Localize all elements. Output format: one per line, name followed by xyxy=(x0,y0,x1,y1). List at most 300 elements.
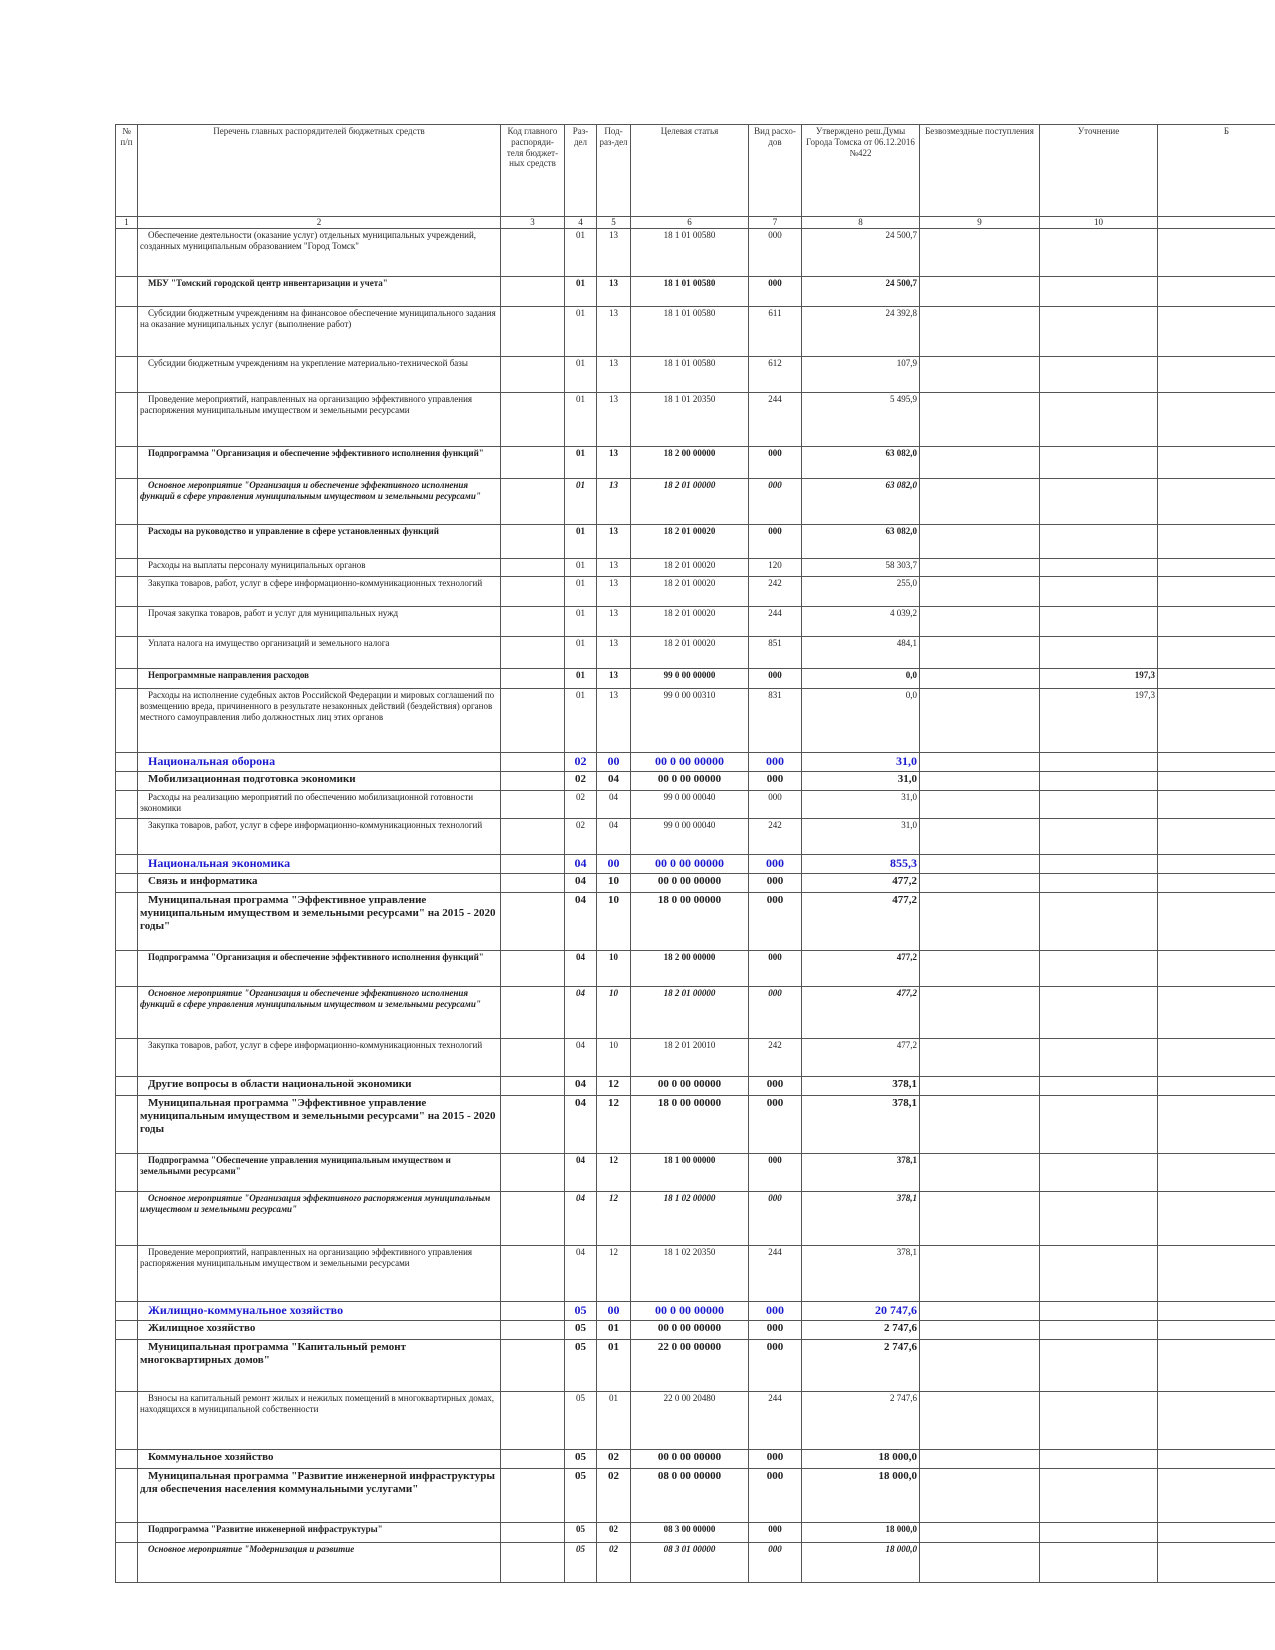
row-vid: 000 xyxy=(749,1077,802,1096)
row-refine xyxy=(1040,772,1158,791)
row-podrazdel: 13 xyxy=(597,689,631,753)
row-code xyxy=(501,393,565,447)
row-extra xyxy=(1158,874,1275,893)
row-podrazdel: 13 xyxy=(597,307,631,357)
row-target: 99 0 00 00310 xyxy=(631,689,749,753)
row-razdel: 01 xyxy=(565,559,597,577)
row-free xyxy=(920,1321,1040,1340)
row-code xyxy=(501,819,565,855)
row-extra xyxy=(1158,447,1275,479)
row-name: Уплата налога на имущество организаций и земельного налога xyxy=(138,637,501,669)
row-refine xyxy=(1040,577,1158,607)
row-vid: 000 xyxy=(749,669,802,689)
row-podrazdel: 04 xyxy=(597,772,631,791)
table-row xyxy=(116,1154,1275,1192)
row-podrazdel: 04 xyxy=(597,819,631,855)
row-name: Основное мероприятие "Организация и обеспечение эффективного исполнения функций в сфере управления муниципальным имуществом и земельными ресурсами" xyxy=(138,987,501,1039)
row-refine xyxy=(1040,607,1158,637)
row-name: Подпрограмма "Обеспечение управления муниципальным имуществом и земельными ресурсами" xyxy=(138,1154,501,1192)
row-refine xyxy=(1040,753,1158,772)
row-refine xyxy=(1040,447,1158,479)
row-target: 22 0 00 20480 xyxy=(631,1392,749,1450)
row-code xyxy=(501,1039,565,1077)
row-podrazdel: 13 xyxy=(597,357,631,393)
row-podrazdel: 12 xyxy=(597,1192,631,1246)
row-target: 18 2 01 00020 xyxy=(631,559,749,577)
row-razdel: 01 xyxy=(565,525,597,559)
row-refine xyxy=(1040,357,1158,393)
row-name: Муниципальная программа "Эффективное управление муниципальным имуществом и земельными ресурсами" на 2015 - 2020 годы" xyxy=(138,893,501,951)
table-row xyxy=(116,1302,1275,1321)
row-refine xyxy=(1040,1321,1158,1340)
row-razdel: 04 xyxy=(565,1077,597,1096)
row-razdel: 04 xyxy=(565,893,597,951)
row-extra xyxy=(1158,669,1275,689)
row-razdel: 05 xyxy=(565,1392,597,1450)
row-num xyxy=(116,1392,138,1450)
row-target: 18 1 00 00000 xyxy=(631,1154,749,1192)
row-approved: 24 500,7 xyxy=(802,277,920,307)
row-podrazdel: 10 xyxy=(597,893,631,951)
table-row xyxy=(116,1340,1275,1392)
row-approved: 107,9 xyxy=(802,357,920,393)
row-vid: 000 xyxy=(749,1543,802,1583)
row-free xyxy=(920,1392,1040,1450)
row-podrazdel: 12 xyxy=(597,1077,631,1096)
row-free xyxy=(920,1077,1040,1096)
row-num xyxy=(116,307,138,357)
row-razdel: 05 xyxy=(565,1523,597,1543)
row-razdel: 01 xyxy=(565,669,597,689)
table-row xyxy=(116,819,1275,855)
row-code xyxy=(501,277,565,307)
row-target: 00 0 00 00000 xyxy=(631,855,749,874)
row-approved: 2 747,6 xyxy=(802,1321,920,1340)
row-refine xyxy=(1040,307,1158,357)
table-row xyxy=(116,479,1275,525)
row-refine xyxy=(1040,1469,1158,1523)
row-free xyxy=(920,1469,1040,1523)
row-num xyxy=(116,1302,138,1321)
row-free xyxy=(920,791,1040,819)
row-code xyxy=(501,855,565,874)
row-code xyxy=(501,1543,565,1583)
row-free xyxy=(920,559,1040,577)
row-refine xyxy=(1040,893,1158,951)
row-podrazdel: 10 xyxy=(597,951,631,987)
row-code xyxy=(501,1154,565,1192)
row-razdel: 01 xyxy=(565,689,597,753)
row-extra xyxy=(1158,791,1275,819)
row-free xyxy=(920,577,1040,607)
row-name: Прочая закупка товаров, работ и услуг для муниципальных нужд xyxy=(138,607,501,637)
row-extra xyxy=(1158,1246,1275,1302)
row-vid: 851 xyxy=(749,637,802,669)
row-vid: 000 xyxy=(749,277,802,307)
header-podrazdel: Под-раз-дел xyxy=(597,125,631,217)
row-extra xyxy=(1158,1543,1275,1583)
row-name: МБУ "Томский городской центр инвентаризации и учета" xyxy=(138,277,501,307)
budget-table xyxy=(115,124,1275,1583)
row-extra xyxy=(1158,1469,1275,1523)
row-razdel: 05 xyxy=(565,1340,597,1392)
row-podrazdel: 00 xyxy=(597,753,631,772)
row-refine xyxy=(1040,1039,1158,1077)
row-free xyxy=(920,819,1040,855)
table-row xyxy=(116,1392,1275,1450)
row-vid: 831 xyxy=(749,689,802,753)
row-podrazdel: 02 xyxy=(597,1523,631,1543)
row-refine xyxy=(1040,1523,1158,1543)
row-code xyxy=(501,559,565,577)
row-free xyxy=(920,1523,1040,1543)
row-extra xyxy=(1158,1340,1275,1392)
row-name: Проведение мероприятий, направленных на организацию эффективного управления распоряжения муниципальным имуществом и земельными ресурсами xyxy=(138,393,501,447)
row-name: Расходы на реализацию мероприятий по обеспечению мобилизационной готовности экономики xyxy=(138,791,501,819)
row-target: 18 0 00 00000 xyxy=(631,1096,749,1154)
row-razdel: 04 xyxy=(565,1154,597,1192)
row-approved: 63 082,0 xyxy=(802,479,920,525)
row-free xyxy=(920,357,1040,393)
row-extra xyxy=(1158,1154,1275,1192)
row-podrazdel: 13 xyxy=(597,229,631,277)
row-extra xyxy=(1158,1392,1275,1450)
row-refine xyxy=(1040,1154,1158,1192)
index-cell: 6 xyxy=(631,217,749,229)
row-extra xyxy=(1158,819,1275,855)
row-refine xyxy=(1040,819,1158,855)
row-name: Закупка товаров, работ, услуг в сфере информационно-коммуникационных технологий xyxy=(138,577,501,607)
row-code xyxy=(501,791,565,819)
row-num xyxy=(116,1543,138,1583)
row-code xyxy=(501,1321,565,1340)
row-refine xyxy=(1040,525,1158,559)
row-num xyxy=(116,357,138,393)
row-name: Взносы на капитальный ремонт жилых и нежилых помещений в многоквартирных домах, находящихся в муниципальной собственности xyxy=(138,1392,501,1450)
row-free xyxy=(920,1340,1040,1392)
table-row xyxy=(116,874,1275,893)
row-extra xyxy=(1158,607,1275,637)
row-num xyxy=(116,607,138,637)
row-free xyxy=(920,1154,1040,1192)
row-podrazdel: 13 xyxy=(597,479,631,525)
table-row xyxy=(116,525,1275,559)
row-razdel: 04 xyxy=(565,1246,597,1302)
row-code xyxy=(501,577,565,607)
row-approved: 477,2 xyxy=(802,874,920,893)
row-free xyxy=(920,637,1040,669)
row-target: 08 3 01 00000 xyxy=(631,1543,749,1583)
row-code xyxy=(501,669,565,689)
row-extra xyxy=(1158,479,1275,525)
row-target: 18 1 02 20350 xyxy=(631,1246,749,1302)
row-target: 18 1 01 00580 xyxy=(631,357,749,393)
row-approved: 4 039,2 xyxy=(802,607,920,637)
row-refine xyxy=(1040,1096,1158,1154)
row-name: Расходы на выплаты персоналу муниципальных органов xyxy=(138,559,501,577)
row-vid: 242 xyxy=(749,819,802,855)
index-cell: 7 xyxy=(749,217,802,229)
row-podrazdel: 13 xyxy=(597,577,631,607)
row-refine xyxy=(1040,791,1158,819)
row-razdel: 04 xyxy=(565,987,597,1039)
row-vid: 000 xyxy=(749,772,802,791)
row-vid: 244 xyxy=(749,607,802,637)
row-vid: 000 xyxy=(749,1096,802,1154)
row-extra xyxy=(1158,1077,1275,1096)
row-extra xyxy=(1158,1039,1275,1077)
row-target: 18 1 01 00580 xyxy=(631,307,749,357)
row-vid: 244 xyxy=(749,1246,802,1302)
row-name: Непрограммные направления расходов xyxy=(138,669,501,689)
row-refine xyxy=(1040,874,1158,893)
row-approved: 484,1 xyxy=(802,637,920,669)
row-num xyxy=(116,1340,138,1392)
row-podrazdel: 01 xyxy=(597,1321,631,1340)
row-target: 99 0 00 00000 xyxy=(631,669,749,689)
row-approved: 24 500,7 xyxy=(802,229,920,277)
row-free xyxy=(920,1192,1040,1246)
row-code xyxy=(501,479,565,525)
row-extra xyxy=(1158,689,1275,753)
row-approved: 18 000,0 xyxy=(802,1450,920,1469)
row-target: 18 2 01 00020 xyxy=(631,525,749,559)
row-free xyxy=(920,229,1040,277)
row-target: 18 0 00 00000 xyxy=(631,893,749,951)
header-extra: Б xyxy=(1158,125,1275,217)
row-vid: 000 xyxy=(749,874,802,893)
row-razdel: 05 xyxy=(565,1543,597,1583)
row-free xyxy=(920,393,1040,447)
row-extra xyxy=(1158,951,1275,987)
row-name: Муниципальная программа "Капитальный ремонт многоквартирных домов" xyxy=(138,1340,501,1392)
row-code xyxy=(501,525,565,559)
row-free xyxy=(920,951,1040,987)
row-approved: 18 000,0 xyxy=(802,1469,920,1523)
row-refine xyxy=(1040,987,1158,1039)
row-vid: 244 xyxy=(749,1392,802,1450)
row-code xyxy=(501,1096,565,1154)
table-row xyxy=(116,1077,1275,1096)
row-num xyxy=(116,753,138,772)
row-num xyxy=(116,637,138,669)
row-code xyxy=(501,893,565,951)
row-code xyxy=(501,1302,565,1321)
table-row xyxy=(116,753,1275,772)
index-row xyxy=(116,217,1275,229)
row-approved: 31,0 xyxy=(802,791,920,819)
row-approved: 18 000,0 xyxy=(802,1523,920,1543)
row-num xyxy=(116,393,138,447)
row-target: 18 2 01 00020 xyxy=(631,577,749,607)
row-target: 22 0 00 00000 xyxy=(631,1340,749,1392)
table-row xyxy=(116,1543,1275,1583)
row-name: Мобилизационная подготовка экономики xyxy=(138,772,501,791)
index-cell xyxy=(1158,217,1275,229)
row-code xyxy=(501,1469,565,1523)
row-razdel: 01 xyxy=(565,479,597,525)
row-razdel: 02 xyxy=(565,791,597,819)
row-name: Муниципальная программа "Эффективное управление муниципальным имуществом и земельными ресурсами" на 2015 - 2020 годы xyxy=(138,1096,501,1154)
row-code xyxy=(501,1192,565,1246)
row-code xyxy=(501,874,565,893)
table-row xyxy=(116,559,1275,577)
row-extra xyxy=(1158,893,1275,951)
row-name: Национальная экономика xyxy=(138,855,501,874)
row-num xyxy=(116,669,138,689)
row-num xyxy=(116,277,138,307)
row-name: Расходы на исполнение судебных актов Российской Федерации и мировых соглашений по возмещению вреда, причиненного в результате незаконных действий (бездействия) органов местного самоуправления либо должностных лиц этих органов xyxy=(138,689,501,753)
row-refine xyxy=(1040,951,1158,987)
row-extra xyxy=(1158,277,1275,307)
row-approved: 24 392,8 xyxy=(802,307,920,357)
row-num xyxy=(116,855,138,874)
row-vid: 611 xyxy=(749,307,802,357)
row-refine xyxy=(1040,1392,1158,1450)
row-refine: 197,3 xyxy=(1040,669,1158,689)
row-podrazdel: 13 xyxy=(597,393,631,447)
row-free xyxy=(920,479,1040,525)
row-refine xyxy=(1040,637,1158,669)
row-razdel: 05 xyxy=(565,1469,597,1523)
index-cell: 8 xyxy=(802,217,920,229)
row-num xyxy=(116,1523,138,1543)
row-podrazdel: 12 xyxy=(597,1246,631,1302)
row-num xyxy=(116,1469,138,1523)
header-refine: Уточнение xyxy=(1040,125,1158,217)
index-cell: 2 xyxy=(138,217,501,229)
row-vid: 000 xyxy=(749,951,802,987)
row-podrazdel: 04 xyxy=(597,791,631,819)
row-podrazdel: 10 xyxy=(597,1039,631,1077)
row-target: 18 2 01 00000 xyxy=(631,987,749,1039)
row-extra xyxy=(1158,753,1275,772)
row-target: 18 1 01 00580 xyxy=(631,277,749,307)
row-name: Субсидии бюджетным учреждениям на укрепление материально-технической базы xyxy=(138,357,501,393)
row-extra xyxy=(1158,987,1275,1039)
row-code xyxy=(501,753,565,772)
row-code xyxy=(501,1392,565,1450)
row-razdel: 01 xyxy=(565,637,597,669)
row-free xyxy=(920,1096,1040,1154)
row-podrazdel: 13 xyxy=(597,559,631,577)
row-vid: 000 xyxy=(749,1321,802,1340)
table-row xyxy=(116,772,1275,791)
row-vid: 000 xyxy=(749,1469,802,1523)
row-vid: 000 xyxy=(749,753,802,772)
header-num: № п/п xyxy=(116,125,138,217)
row-refine xyxy=(1040,1077,1158,1096)
row-vid: 000 xyxy=(749,1450,802,1469)
row-code xyxy=(501,229,565,277)
row-num xyxy=(116,229,138,277)
row-podrazdel: 02 xyxy=(597,1543,631,1583)
row-vid: 000 xyxy=(749,447,802,479)
row-razdel: 04 xyxy=(565,855,597,874)
row-podrazdel: 12 xyxy=(597,1154,631,1192)
row-free xyxy=(920,689,1040,753)
row-podrazdel: 13 xyxy=(597,447,631,479)
row-num xyxy=(116,1096,138,1154)
row-extra xyxy=(1158,1523,1275,1543)
row-razdel: 01 xyxy=(565,307,597,357)
row-target: 99 0 00 00040 xyxy=(631,791,749,819)
row-extra xyxy=(1158,772,1275,791)
row-free xyxy=(920,987,1040,1039)
row-code xyxy=(501,447,565,479)
row-vid: 242 xyxy=(749,577,802,607)
row-approved: 855,3 xyxy=(802,855,920,874)
row-num xyxy=(116,874,138,893)
row-target: 00 0 00 00000 xyxy=(631,874,749,893)
row-target: 99 0 00 00040 xyxy=(631,819,749,855)
row-code xyxy=(501,772,565,791)
row-approved: 5 495,9 xyxy=(802,393,920,447)
row-code xyxy=(501,1340,565,1392)
row-name: Основное мероприятие "Модернизация и развитие xyxy=(138,1543,501,1583)
row-approved: 378,1 xyxy=(802,1154,920,1192)
row-approved: 477,2 xyxy=(802,951,920,987)
row-refine xyxy=(1040,1543,1158,1583)
row-name: Подпрограмма "Развитие инженерной инфраструктуры" xyxy=(138,1523,501,1543)
table-row xyxy=(116,951,1275,987)
table-row xyxy=(116,1246,1275,1302)
header-free: Безвозмездные поступления xyxy=(920,125,1040,217)
row-podrazdel: 00 xyxy=(597,855,631,874)
row-vid: 000 xyxy=(749,1523,802,1543)
row-approved: 20 747,6 xyxy=(802,1302,920,1321)
header-approved: Утверждено реш.Думы Города Томска от 06.12.2016 №422 xyxy=(802,125,920,217)
row-podrazdel: 01 xyxy=(597,1392,631,1450)
row-podrazdel: 10 xyxy=(597,987,631,1039)
row-extra xyxy=(1158,559,1275,577)
header-razdel: Раз-дел xyxy=(565,125,597,217)
table-row xyxy=(116,229,1275,277)
row-extra xyxy=(1158,855,1275,874)
row-razdel: 05 xyxy=(565,1302,597,1321)
row-razdel: 04 xyxy=(565,951,597,987)
row-code xyxy=(501,357,565,393)
row-target: 08 0 00 00000 xyxy=(631,1469,749,1523)
row-num xyxy=(116,479,138,525)
row-free xyxy=(920,1302,1040,1321)
row-free xyxy=(920,1543,1040,1583)
row-razdel: 04 xyxy=(565,874,597,893)
row-refine xyxy=(1040,1246,1158,1302)
row-target: 18 2 01 00000 xyxy=(631,479,749,525)
row-vid: 000 xyxy=(749,855,802,874)
row-razdel: 05 xyxy=(565,1450,597,1469)
row-target: 00 0 00 00000 xyxy=(631,753,749,772)
row-vid: 000 xyxy=(749,229,802,277)
row-podrazdel: 02 xyxy=(597,1450,631,1469)
row-num xyxy=(116,951,138,987)
row-code xyxy=(501,689,565,753)
row-refine xyxy=(1040,1192,1158,1246)
row-free xyxy=(920,607,1040,637)
row-code xyxy=(501,951,565,987)
row-approved: 2 747,6 xyxy=(802,1340,920,1392)
table-row xyxy=(116,689,1275,753)
index-cell: 4 xyxy=(565,217,597,229)
index-cell: 9 xyxy=(920,217,1040,229)
row-name: Обеспечение деятельности (оказание услуг) отдельных муниципальных учреждений, созданных муниципальным образованием "Город Томск" xyxy=(138,229,501,277)
row-razdel: 01 xyxy=(565,607,597,637)
row-approved: 31,0 xyxy=(802,772,920,791)
row-approved: 18 000,0 xyxy=(802,1543,920,1583)
row-num xyxy=(116,987,138,1039)
table-row xyxy=(116,987,1275,1039)
